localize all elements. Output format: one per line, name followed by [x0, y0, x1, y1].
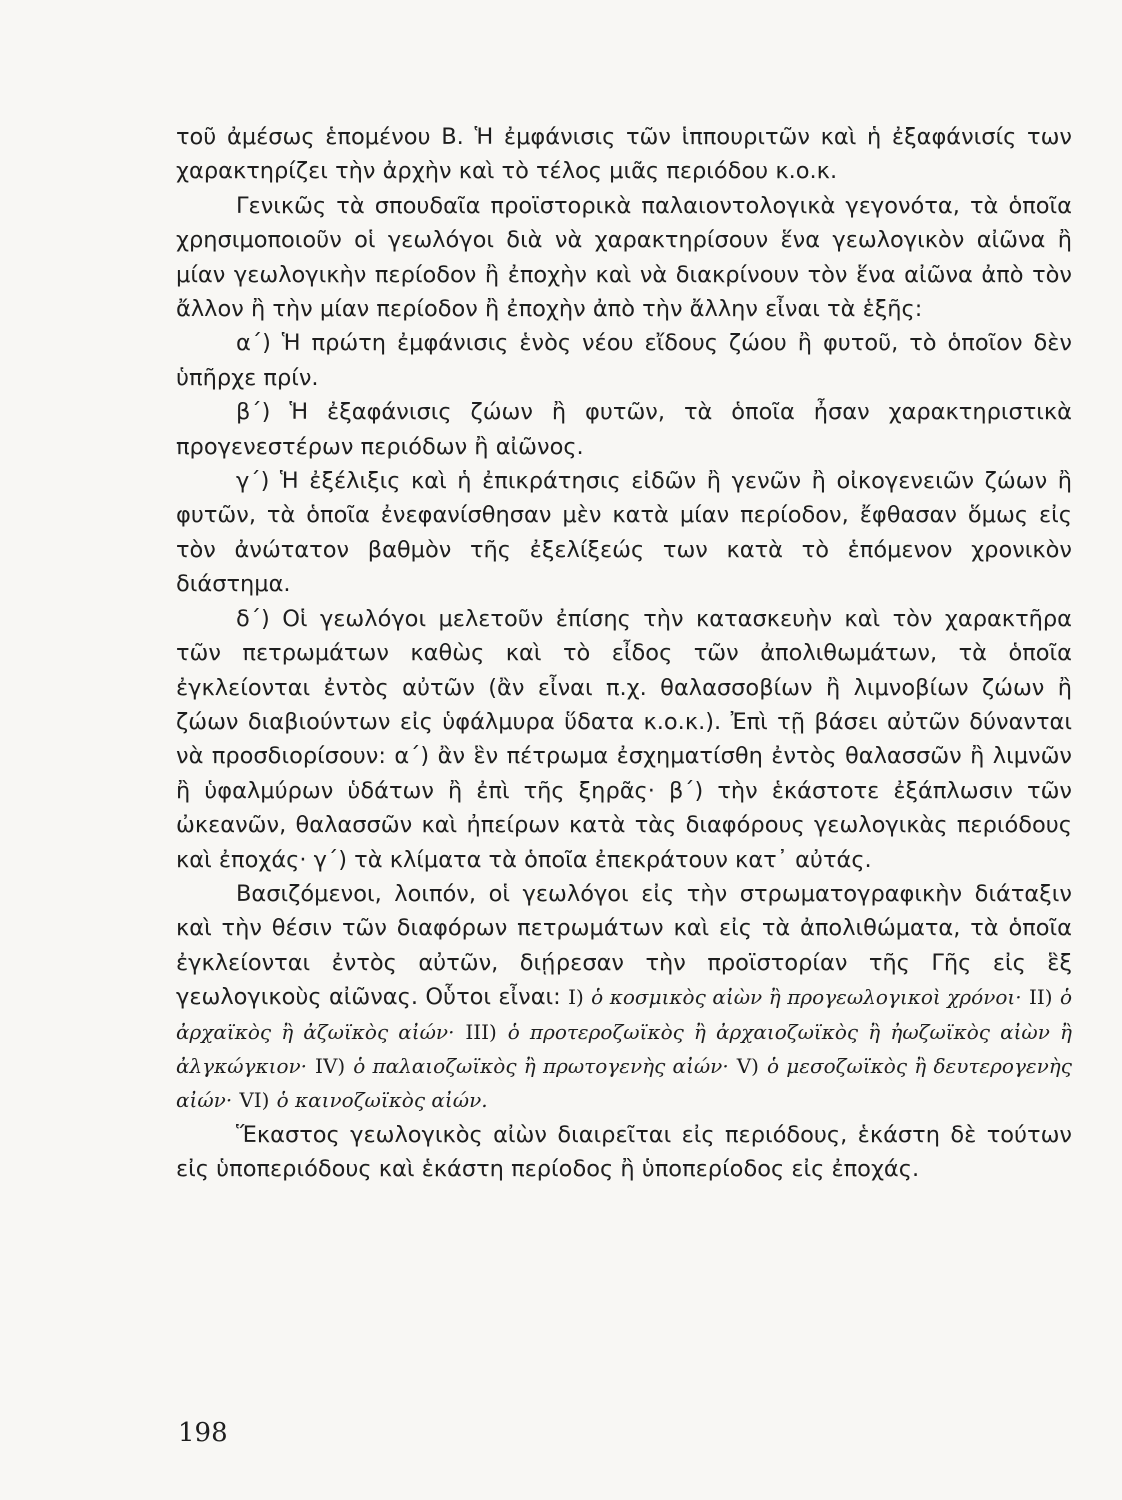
- era-number: IV): [315, 1053, 346, 1078]
- paragraph-general-events: Γενικῶς τὰ σπουδαῖα προϊστορικὰ παλαιοντολογικὰ γεγονότα, τὰ ὁποῖα χρησιμοποιοῦν οἱ γεωλόγοι διὰ νὰ χαρακτηρίσουν ἕνα γεωλογικὸν αἰῶνα ἢ μίαν γεωλογικὴν περίοδον ἢ ἐποχὴν καὶ νὰ διακρίνουν τὸν ἕνα αἰῶνα ἀπὸ τὸν ἄλλον ἢ τὴν μίαν περίοδον ἢ ἐποχὴν ἀπὸ τὴν ἄλλην εἶναι τὰ ἑξῆς:: [176, 192, 1072, 323]
- era-name: ὁ κοσμικὸς αἰὼν ἢ προγεωλογικοὶ χρόνοι·: [591, 985, 1022, 1010]
- list-item-delta: δ΄) Οἱ γεωλόγοι μελετοῦν ἐπίσης τὴν κατασκευὴν καὶ τὸν χαρακτῆρα τῶν πετρωμάτων καθὼς καὶ τὸ εἶδος τῶν ἀπολιθωμάτων, τὰ ὁποῖα ἐγκλείονται ἐντὸς αὐτῶν (ἂν εἶναι π.χ. θαλασσοβίων ἢ λιμνοβίων ζώων ἢ ζώων διαβιούντων εἰς ὑφάλμυρα ὕδατα κ.ο.κ.). Ἐπὶ τῇ βάσει αὐτῶν δύνανται νὰ προσδιορίσουν: α΄) ἂν ἓν πέτρωμα ἐσχηματίσθη ἐντὸς θαλασσῶν ἢ λιμνῶν ἢ ὑφαλμύρων ὑδάτων ἢ ἐπὶ τῆς ξηρᾶς· β΄) τὴν ἑκάστοτε ἐξάπλωσιν τῶν ὠκεανῶν, θαλασσῶν καὶ ἠπείρων κατὰ τὰς διαφόρους γεωλογικὰς περιόδους καὶ ἐποχάς· γ΄) τὰ κλίματα τὰ ὁποῖα ἐπεκράτουν κατ᾽ αὐτάς.: [176, 605, 1072, 873]
- era-name: ὁ προτεροζωϊκὸς ἢ ἀρχαιοζωϊκὸς ἢ ἠωζωϊκὸς αἰὼν ἢ ἀλγκώγκιον·: [176, 1019, 1072, 1078]
- eras-intro: Βασιζόμενοι, λοιπόν, οἱ γεωλόγοι εἰς τὴν στρωματογραφικὴν διάταξιν καὶ τὴν θέσιν τῶν διαφόρων πετρωμάτων καὶ εἰς τὰ ἀπολιθώματα, τὰ ὁποῖα ἐγκλείονται ἐντὸς αὐτῶν, διῄρεσαν τὴν προϊστορίαν τῆς Γῆς εἰς ἓξ γεωλογικοὺς αἰῶνας. Οὗτοι εἶναι:: [176, 880, 1072, 1011]
- paragraph-subdivision: Ἕκαστος γεωλογικὸς αἰὼν διαιρεῖται εἰς περιόδους, ἑκάστη δὲ τούτων εἰς ὑποπεριόδους καὶ ἑκάστη περίοδος ἢ ὑποπερίοδος εἰς ἐποχάς.: [176, 1121, 1072, 1183]
- list-item-gamma: γ΄) Ἡ ἐξέλιξις καὶ ἡ ἐπικράτησις εἰδῶν ἢ γενῶν ἢ οἰκογενειῶν ζώων ἢ φυτῶν, τὰ ὁποῖα ἐνεφανίσθησαν μὲν κατὰ μίαν περίοδον, ἔφθασαν ὅμως εἰς τὸν ἀνώτατον βαθμὸν τῆς ἐξελίξεώς των κατὰ τὸ ἑπόμενον χρονικὸν διάστημα.: [176, 468, 1072, 598]
- era-number: III): [465, 1019, 497, 1044]
- era-number: VI): [239, 1088, 270, 1113]
- paragraph-continuation: τοῦ ἀμέσως ἑπομένου Β. Ἡ ἐμφάνισις τῶν ἱππουριτῶν καὶ ἡ ἐξαφάνισίς των χαρακτηρίζει τὴν ἀρχὴν καὶ τὸ τέλος μιᾶς περιόδου κ.ο.κ.: [176, 124, 1072, 185]
- list-item-alpha: α΄) Ἡ πρώτη ἐμφάνισις ἑνὸς νέου εἴδους ζώου ἢ φυτοῦ, τὸ ὁποῖον δὲν ὑπῆρχε πρίν.: [176, 330, 1072, 391]
- era-number: II): [1028, 985, 1053, 1010]
- era-name: ὁ παλαιοζωϊκὸς ἢ πρωτογενὴς αἰών·: [353, 1053, 729, 1078]
- page-number: 198: [178, 1418, 228, 1448]
- paragraph-eras: [176, 877, 1072, 1118]
- era-name: ὁ ἀρχαϊκὸς ἢ ἀζωϊκὸς αἰών·: [176, 985, 1073, 1044]
- body-text: [176, 120, 1072, 1187]
- era-number: I): [568, 985, 584, 1010]
- era-name: ὁ μεσοζωϊκὸς ἢ δευτερογενὴς αἰών·: [176, 1053, 1072, 1113]
- era-name: ὁ καινοζωϊκὸς αἰών.: [276, 1088, 488, 1113]
- list-item-beta: β΄) Ἡ ἐξαφάνισις ζώων ἢ φυτῶν, τὰ ὁποῖα ἦσαν χαρακτηριστικὰ προγενεστέρων περιόδων ἢ αἰῶνος.: [176, 399, 1072, 460]
- era-number: V): [736, 1053, 759, 1078]
